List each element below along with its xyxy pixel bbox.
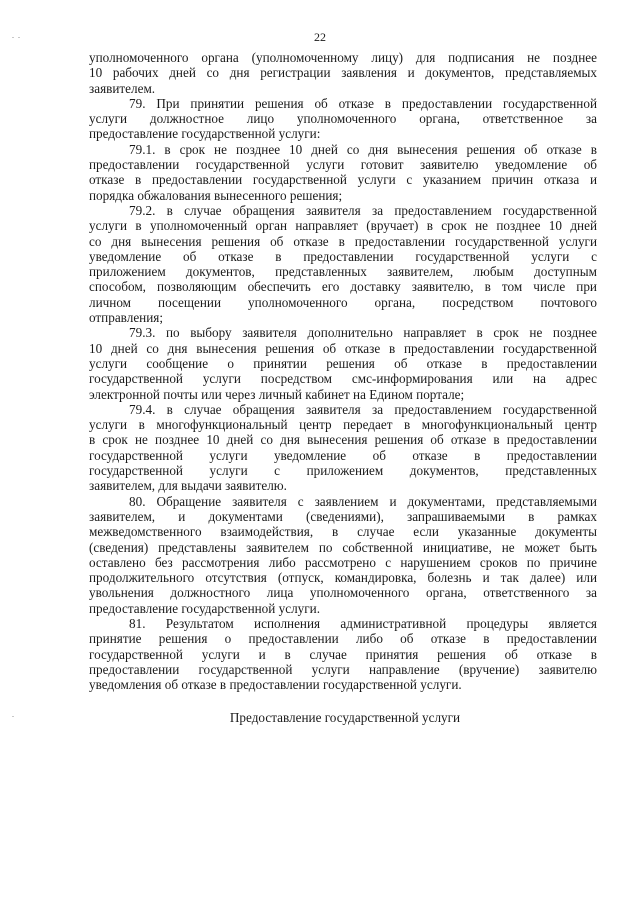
section-title: Предоставление государственной услуги (229, 710, 461, 725)
text-line: 81. Результатом исполнения административной процедуры является (129, 615, 597, 631)
text-line: принятие решения о предоставлении либо об отказе в предоставлении (89, 631, 597, 647)
scan-artifact (18, 37, 20, 38)
text-line: государственной услуги и в случае принятия решения об отказе в (89, 646, 597, 662)
text-line: (сведения) представлены заявителем по собственной инициативе, не может быть (89, 539, 597, 555)
text-line: уведомления об отказе в предоставлении государственной услуги. (89, 677, 462, 693)
text-line: государственной услуги с приложением документов, представленных (89, 463, 597, 479)
text-line: способом, позволяющим обеспечить его доставку заявителю, в том числе при (89, 279, 597, 295)
scan-artifact (12, 37, 14, 38)
text-line: 80. Обращение заявителя с заявлением и документами, представляемыми (129, 493, 597, 509)
text-line: межведомственного взаимодействия, в случае если указанные документы (89, 524, 597, 540)
text-line: 79. При принятии решения об отказе в предоставлении государственной (129, 95, 597, 111)
text-line: со дня вынесения решения об отказе в предоставлении государственной услуги (89, 233, 597, 249)
text-line: государственной услуги уведомление об отказе в предоставлении (89, 447, 597, 463)
text-line: услуги в уполномоченный орган направляет (вручает) в срок не позднее 10 дней (89, 218, 597, 234)
text-line: предоставлении государственной услуги направление (вручение) заявителю (89, 661, 597, 677)
text-line: предоставление государственной услуги. (89, 600, 321, 616)
text-line: 79.3. по выбору заявителя дополнительно направляет в срок не позднее (129, 325, 597, 341)
text-line: 79.4. в случае обращения заявителя за предоставлением государственной (129, 401, 597, 417)
text-line: оставлено без рассмотрения либо рассмотрено с нарушением сроков по причине (89, 554, 597, 570)
text-line: предоставление государственной услуги: (89, 126, 321, 142)
text-line: 10 рабочих дней со дня регистрации заявления и документов, представляемых (89, 65, 597, 81)
text-line: увольнения должностного лица уполномоченного органа, ответственного за (89, 585, 597, 601)
text-line: порядка обжалования вынесенного решения; (89, 187, 343, 203)
text-line: электронной почты или через личный кабинет на Едином портале; (89, 386, 465, 402)
text-line: продолжительного отсутствия (отпуск, командировка, болезнь и так далее) или (89, 570, 597, 586)
text-line: 79.1. в срок не позднее 10 дней со дня вынесения решения об отказе в (129, 141, 597, 157)
text-line: уведомление об отказе в предоставлении государственной услуги с (89, 248, 597, 264)
text-line: заявителем, для выдачи заявителю. (89, 478, 287, 494)
page-number: 22 (314, 30, 326, 44)
text-line: уполномоченного органа (уполномоченному лицу) для подписания не позднее (89, 50, 597, 65)
text-line: 10 дней со дня вынесения решения об отказе в предоставлении государственной (89, 340, 597, 356)
text-line: услуги сообщение о принятии решения об отказе в предоставлении (89, 355, 597, 371)
text-line: личном посещении уполномоченного органа, посредством почтового (89, 294, 597, 310)
text-line: отправления; (89, 310, 164, 326)
text-line: приложением документов, представленных заявителем, любым доступным (89, 264, 597, 280)
text-line: заявителем. (89, 80, 156, 96)
text-line: государственной услуги посредством смс-информирования или на адрес (89, 371, 597, 387)
text-line: заявителем, и документами (сведениями), запрашиваемыми в рамках (89, 508, 597, 524)
text-line: 79.2. в случае обращения заявителя за предоставлением государственной (129, 202, 597, 218)
text-line: услуги должностное лицо уполномоченного органа, ответственное за (89, 111, 597, 127)
text-line: отказе в предоставлении государственной услуги с указанием причин отказа и (89, 172, 597, 188)
text-line: услуги в многофункциональный центр передает в многофункциональный центр (89, 417, 597, 433)
document-body (89, 50, 597, 692)
text-line: в срок не позднее 10 дней со дня вынесения решения об отказе в предоставлении (89, 432, 597, 448)
scan-artifact (12, 716, 14, 717)
text-line: предоставлении государственной услуги готовит заявителю уведомление об (89, 157, 597, 173)
